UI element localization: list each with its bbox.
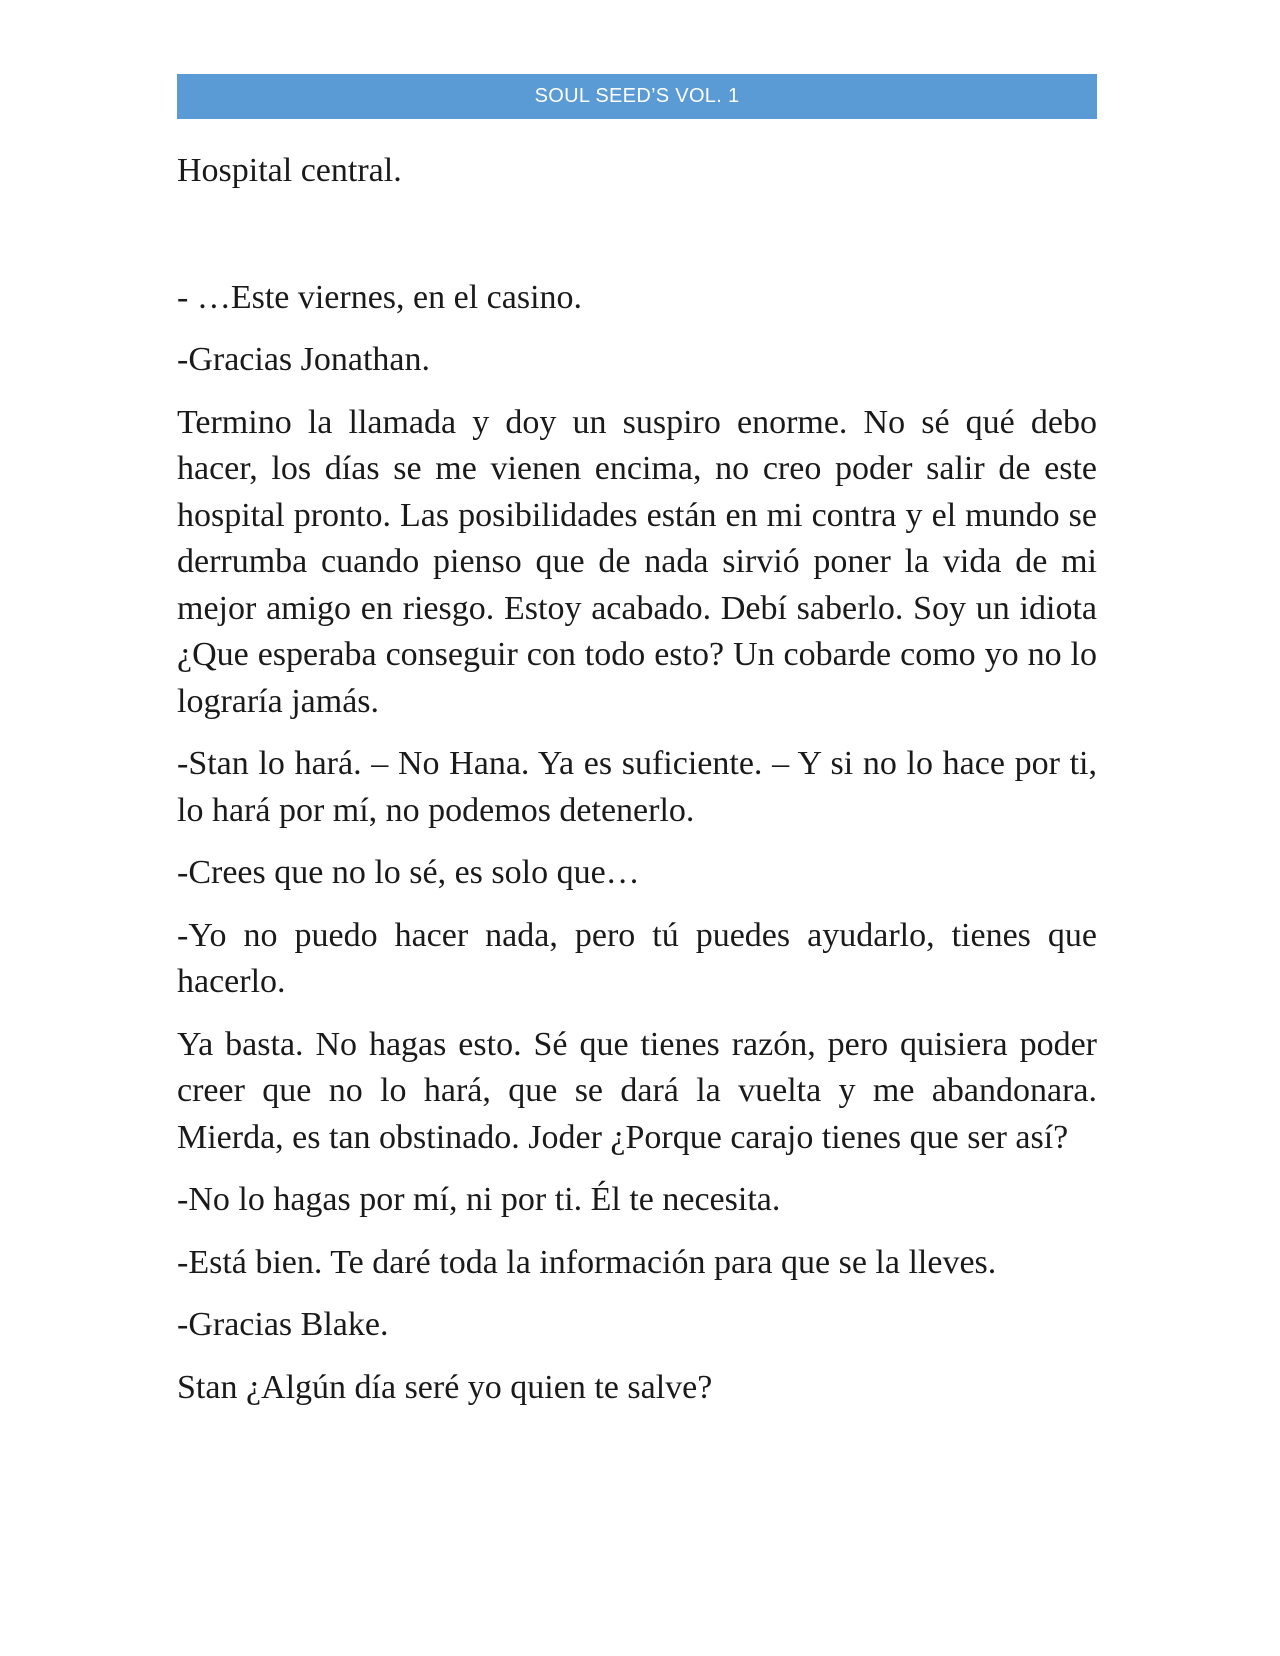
scene-heading: Hospital central. [177,152,402,189]
paragraph: Stan ¿Algún día seré yo quien te salve? [177,1368,713,1406]
paragraph: -Crees que no lo sé, es solo que… [177,854,640,891]
paragraph: - …Este viernes, en el casino. [177,278,583,316]
page-body [177,148,1097,1427]
paragraph: -Stan lo hará. – No Hana. Ya es suficiente. – Y si no lo hace por ti, lo hará por mí, no podemos detenerlo. [177,745,1097,829]
paragraph: Ya basta. No hagas esto. Sé que tienes razón, pero quisiera poder creer que no lo hará, que se dará la vuelta y me abandonara. Mierda, es tan obstinado. Joder ¿Porque carajo tienes que ser así? [177,1025,1097,1156]
paragraph: -Gracias Blake. [177,1306,389,1343]
paragraph: Termino la llamada y doy un suspiro enorme. No sé qué debo hacer, los días se me vienen encima, no creo poder salir de este hospital pronto. Las posibilidades están en mi contra y el mundo se derrumba cuando pienso que de nada sirvió poner la vida de mi mejor amigo en riesgo. Estoy acabado. Debí saberlo. Soy un idiota ¿Que esperaba conseguir con todo esto? Un cobarde como yo no lo lograría jamás. [177,403,1097,720]
running-header [177,74,1097,119]
header-title: SOUL SEED’S VOL. 1 [534,85,740,107]
paragraph: -Está bien. Te daré toda la información para que se la lleves. [177,1243,997,1281]
paragraph: -Yo no puedo hacer nada, pero tú puedes ayudarlo, tienes que hacerlo. [177,916,1097,1000]
paragraph: -No lo hagas por mí, ni por ti. Él te necesita. [177,1181,781,1218]
paragraph: -Gracias Jonathan. [177,341,431,378]
